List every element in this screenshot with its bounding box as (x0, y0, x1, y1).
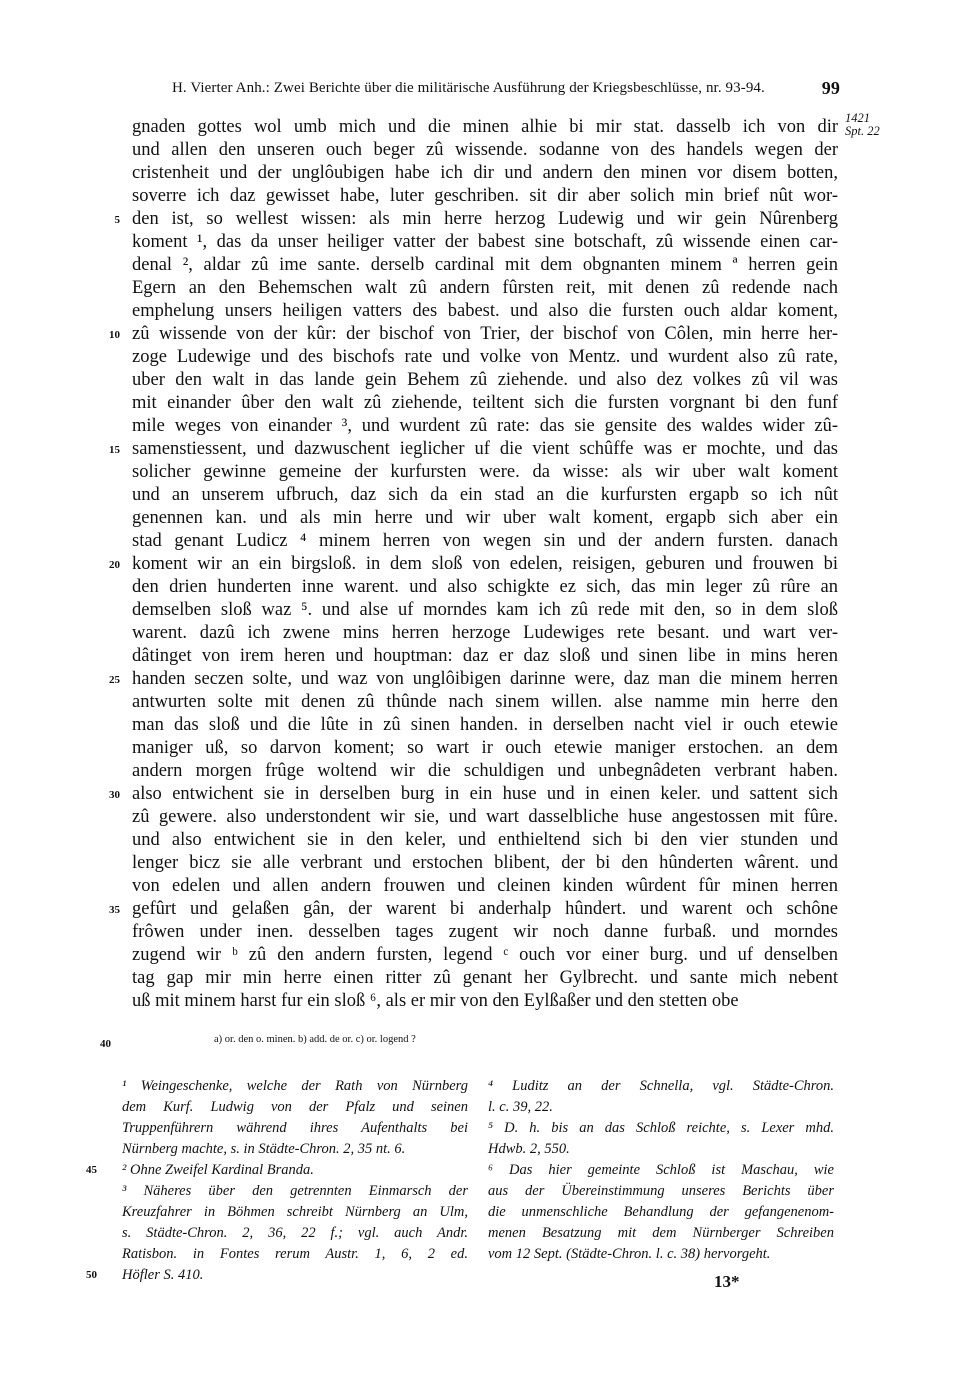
running-title: H. Vierter Anh.: Zwei Berichte über die militärische Ausführung der Kriegsbeschlüsse, nr. 93-94. (172, 80, 765, 96)
text-line (132, 875, 838, 898)
line-number: 20 (109, 559, 120, 571)
text-line (132, 530, 838, 553)
footnote-line (122, 1181, 468, 1202)
footnote-text: Ratisbon. in Fontes rerum Austr. 1, 6, 2 ed. (122, 1246, 468, 1262)
footnote-line (488, 1181, 834, 1202)
footnote-text: ⁴ Luditz an der Schnella, vgl. Städte-Chron. (488, 1078, 834, 1094)
line-text: mile weges von einander ³, und wurdent zû rate: das sie gensite des waldes wider zû- (132, 416, 838, 436)
line-number: 40 (100, 1038, 111, 1050)
line-text: emphelung unsers heiligen vatters des babest. und also die fursten ouch aldar koment, (132, 301, 838, 321)
line-text: also entwichent sie in derselben burg in ein huse und in einen keler. und sattent sich (132, 784, 838, 804)
text-line (132, 806, 838, 829)
footnote-text: Truppenführern während ihres Aufenthalts bei (122, 1120, 468, 1136)
text-line (132, 254, 838, 277)
line-text: und allen den unseren ouch beger zû wissende. sodanne von des handels wegen der (132, 140, 838, 160)
text-line (109, 323, 838, 346)
text-line (132, 231, 838, 254)
line-text: denal ², aldar zû ime sante. derselb cardinal mit dem obgnanten minem ª herren gein (132, 255, 838, 275)
line-number: 5 (114, 214, 120, 226)
running-header (172, 80, 840, 102)
line-text: stad genant Ludicz ⁴ minem herren von wegen sin und der andern fursten. danach (132, 531, 838, 551)
text-line (132, 507, 838, 530)
text-line (132, 461, 838, 484)
text-line (109, 668, 838, 691)
line-text: uber den walt in das lande gein Behem zû ziehende. und also dez volkes zû vil was (132, 370, 838, 390)
text-line (109, 783, 838, 806)
line-number: 35 (109, 904, 120, 916)
text-line (109, 553, 838, 576)
text-line (132, 599, 838, 622)
text-line (132, 277, 838, 300)
footnote-text: ⁵ D. h. bis an das Schloß reichte, s. Lexer mhd. (488, 1120, 834, 1136)
line-text: koment ¹, das da unser heiliger vatter der babest sine botschaft, zû wissende einen car- (132, 232, 838, 252)
footnote-text: ¹ Weingeschenke, welche der Rath von Nürnberg (122, 1078, 468, 1094)
text-line (132, 967, 838, 990)
text-line (132, 990, 838, 1013)
text-line (132, 185, 838, 208)
footnote-text: Höfler S. 410. (122, 1267, 204, 1283)
line-text: dâtinget von irem heren und houptman: daz er daz sloß und sinen libe in mins heren (132, 646, 838, 666)
line-text: solicher gewinne gemeine der kurfursten were. da wisse: als wir uber walt koment (132, 462, 838, 482)
line-text: und also entwichent sie in den keler, und enthieltend sich bi den vier stunden und (132, 830, 838, 850)
text-line (114, 208, 838, 231)
line-text: Egern an den Behemschen walt zû andern fûrsten reit, mit denen zû redende nach (132, 278, 838, 298)
line-text: man das sloß und die lûte in zû sinen handen. in derselben nacht viel ir ouch etewie (132, 715, 838, 735)
footnote-text: dem Kurf. Ludwig von der Pfalz und seinen (122, 1099, 468, 1115)
footnote-text: aus der Übereinstimmung unseres Berichts über (488, 1183, 834, 1199)
text-line (132, 369, 838, 392)
footnote-text: l. c. 39, 22. (488, 1099, 553, 1115)
text-line (109, 438, 838, 461)
text-line (132, 622, 838, 645)
footnote-line (488, 1076, 834, 1097)
line-text: zû wissende von der kûr: der bischof von Trier, der bischof von Côlen, min herre her- (132, 324, 838, 344)
text-line (132, 484, 838, 507)
line-text: gnaden gottes wol umb mich und die minen alhie bi mir stat. dasselb ich von dir (132, 117, 838, 137)
footnote-line (488, 1139, 834, 1160)
footnote-line (122, 1202, 468, 1223)
text-line (132, 645, 838, 668)
text-line (132, 576, 838, 599)
footnote-line (488, 1160, 834, 1181)
line-text: tag gap mir min herre einen ritter zû genant her Gylbrecht. und sante mich nebent (132, 968, 838, 988)
footnote-line (122, 1076, 468, 1097)
margin-date: Spt. 22 (845, 124, 880, 138)
line-text: frôwen under inen. desselben tages zugent wir noch danne furbaß. und morndes (132, 922, 838, 942)
line-number: 25 (109, 674, 120, 686)
footnote-line (86, 1265, 468, 1286)
text-line (132, 346, 838, 369)
line-text: lenger bicz sie alle verbrant und erstochen blibent, der bi den hûnderten wârent. und (132, 853, 838, 873)
text-line (132, 415, 838, 438)
line-text: und an unserem ufbruch, daz sich da ein stad an die kurfursten ergapb so ich nût (132, 485, 838, 505)
footnote-text: Kreuzfahrer in Böhmen schreibt Nürnberg an Ulm, (122, 1204, 468, 1220)
footnote-line (86, 1160, 468, 1181)
text-line (132, 162, 838, 185)
line-text: handen seczen solte, und waz von unglôibigen darinne were, daz man die minem herren (132, 669, 838, 689)
footnote-text: ⁶ Das hier gemeinte Schloß ist Maschau, wie (488, 1162, 834, 1178)
footnote-line (122, 1244, 468, 1265)
line-text: andern morgen frûge woltend wir die schuldigen und unbegnâdeten verbrant haben. (132, 761, 838, 781)
line-text: koment wir an ein birgsloß. in dem sloß von edelen, reisigen, geburen und frouwen bi (132, 554, 838, 574)
text-line (132, 116, 838, 139)
text-line (132, 300, 838, 323)
footnote-line (122, 1097, 468, 1118)
line-text: den ist, so wellest wissen: als min herre herzog Ludewig und wir gein Nûrenberg (132, 209, 838, 229)
line-text: samenstiessent, und dazwuschent ieglicher uf die vient schûffe was er mochte, und das (132, 439, 838, 459)
text-line (132, 139, 838, 162)
footnote-text: Nürnberg machte, s. in Städte-Chron. 2, 35 nt. 6. (122, 1141, 406, 1157)
footnote-text: ³ Näheres über den getrennten Einmarsch der (122, 1183, 468, 1199)
footnote-text: ² Ohne Zweifel Kardinal Branda. (122, 1162, 314, 1178)
footnote-line (122, 1118, 468, 1139)
text-line (132, 760, 838, 783)
line-text: zû gewere. also understondent wir sie, und wart dasselbliche huse angestossen mit fûre. (132, 807, 838, 827)
footnote-line (488, 1244, 834, 1265)
footnote-text: menen Besatzung mit dem Nürnberger Schreiben (488, 1225, 834, 1241)
footnote-line (122, 1139, 468, 1160)
signature-mark: 13* (714, 1272, 740, 1291)
line-text: uß mit minem harst fur ein sloß ⁶, als er mir von den Eylßaßer und den stetten obe (132, 991, 739, 1011)
footnotes-left-column (86, 1076, 468, 1286)
line-text: den drien hunderten inne warent. und also schigkte ez sich, das min leger zû rûre an (132, 577, 838, 597)
line-number: 45 (86, 1164, 97, 1176)
text-line (132, 691, 838, 714)
line-text: genennen kan. und als min herre und wir uber walt koment, ergapb sich aber ein (132, 508, 838, 528)
footnote-line (122, 1223, 468, 1244)
margin-year: 1421 (845, 111, 870, 125)
page-number: 99 (821, 78, 840, 98)
line-text: gefûrt und gelaßen gân, der warent bi anderhalp hûndert. und warent och schône (132, 899, 838, 919)
line-text: demselben sloß waz ⁵. und alse uf morndes kam ich zû rede mit den, so in dem sloß (132, 600, 838, 620)
text-line (132, 852, 838, 875)
line-text: warent. dazû ich zwene mins herren herzoge Ludewiges rete besant. und wart ver- (132, 623, 838, 643)
text-line (132, 714, 838, 737)
text-line (109, 898, 838, 921)
footnote-line (488, 1223, 834, 1244)
line-text: zugend wir ᵇ zû den andern fursten, legend ᶜ ouch vor einer burg. und uf denselben (132, 945, 838, 965)
line-number: 15 (109, 444, 120, 456)
line-number: 30 (109, 789, 120, 801)
footnote-text: die unmenschliche Behandlung der gefangenenom- (488, 1204, 834, 1220)
text-line (132, 944, 838, 967)
line-number: 10 (109, 329, 120, 341)
critical-apparatus: a) or. den o. minen. b) add. de or. c) or. logend ? (214, 1034, 416, 1045)
line-text: von edelen und allen andern frouwen und cleinen kinden wûrdent fûr minen herren (132, 876, 838, 896)
footnote-line (488, 1202, 834, 1223)
footnotes-right-column (488, 1076, 834, 1265)
text-line (132, 392, 838, 415)
footnote-line (488, 1118, 834, 1139)
main-text (109, 116, 838, 1013)
line-number: 50 (86, 1269, 97, 1281)
line-text: zoge Ludewige und des bischofs rate und volke von Mentz. und wurdent also zû rate, (132, 347, 838, 367)
footnote-text: s. Städte-Chron. 2, 36, 22 f.; vgl. auch Andr. (122, 1225, 468, 1241)
line-text: antwurten solte mit denen zû thûnde nach sinem willen. alse namme min herre den (132, 692, 838, 712)
line-text: soverre ich daz gewisset habe, luter geschriben. sit dir aber solich min brief nût wor- (132, 186, 838, 206)
footnote-line (488, 1097, 834, 1118)
text-line (132, 829, 838, 852)
line-text: mit einander ûber den walt zû ziehende, teiltent sich die fursten vorgnant bi den funf (132, 393, 838, 413)
margin-date-note (845, 112, 905, 138)
line-text: cristenheit und der unglôubigen habe ich dir und andern den minen vor disem botten, (132, 163, 838, 183)
footnote-text: Hdwb. 2, 550. (488, 1141, 570, 1157)
text-line (132, 737, 838, 760)
line-text: maniger uß, so darvon koment; so wart ir ouch etewie maniger erstochen. an dem (132, 738, 838, 758)
footnote-text: vom 12 Sept. (Städte-Chron. l. c. 38) hervorgeht. (488, 1246, 771, 1262)
text-line (132, 921, 838, 944)
